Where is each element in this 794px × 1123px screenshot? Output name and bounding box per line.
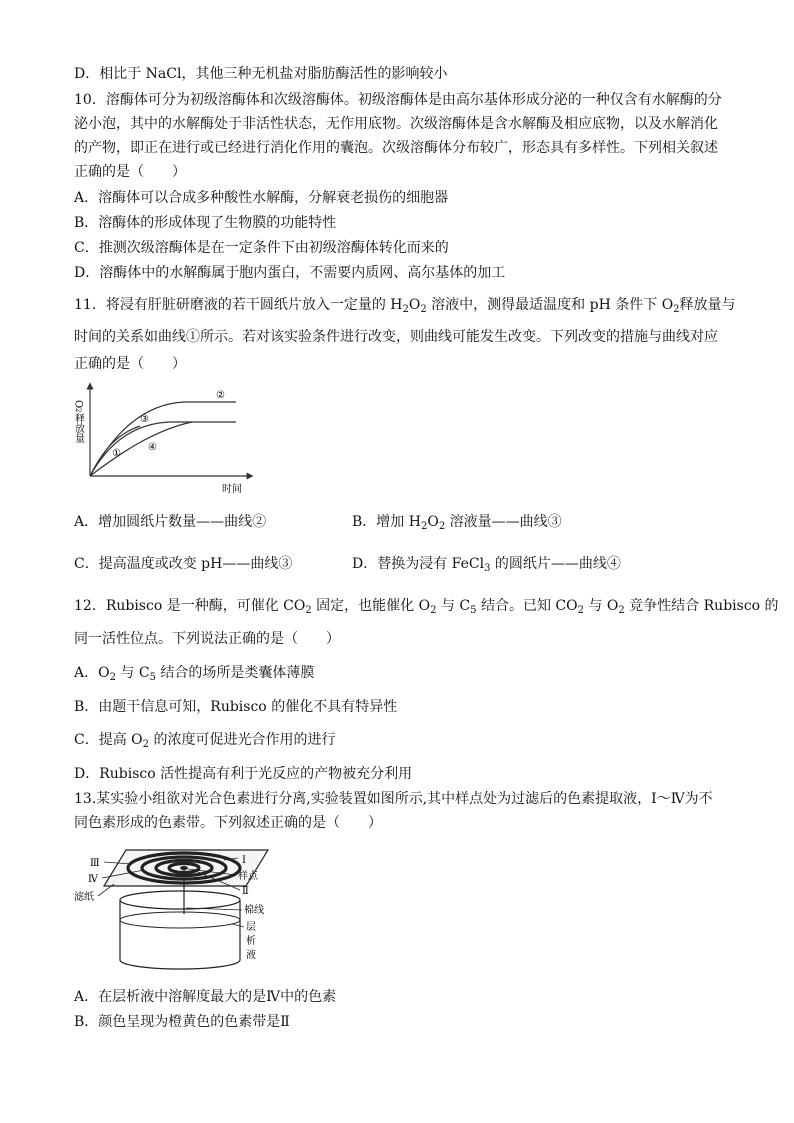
q13-option-b: B．颜色呈现为橙黄色的色素带是Ⅱ [74, 1014, 290, 1030]
label-liquid-3: 液 [246, 950, 256, 961]
liquid-surface [120, 912, 240, 928]
q12-stem-line1: 12．Rubisco 是一种酶，可催化 $CO_2$ 固定，也能催化 $O_2$ 与 $C_5$ 结合。已知 $CO_2$ 与 $O_2$ 竞争性结合 Rubisco 的 [74, 598, 779, 616]
q12-option-a: A．$O_2$ 与 $C_5$ 结合的场所是类囊体薄膜 [74, 665, 315, 683]
sample-point [180, 866, 188, 870]
q10-option-a: A．溶酶体可以合成多种酸性水解酶，分解衰老损伤的细胞器 [74, 190, 449, 206]
q12-option-c: C．提高 $O_2$ 的浓度可促进光合作用的进行 [74, 732, 336, 750]
q11-o2-release-graph [74, 382, 264, 500]
curve-1-label: ① [112, 448, 121, 459]
q12-option-d: D．Rubisco 活性提高有利于光反应的产物被充分利用 [74, 766, 413, 782]
q11-stem-line3: 正确的是（ ） [74, 356, 186, 372]
q9-option-d: D．相比于 NaCl，其他三种无机盐对脂肪酶活性的影响较小 [74, 66, 448, 82]
q10-stem-line1: 10．溶酶体可分为初级溶酶体和次级溶酶体。初级溶酶体是由高尔基体形成分泌的一种仅含有水解酶的分 [74, 92, 722, 108]
q10-stem-line2: 泌小泡，其中的水解酶处于非活性状态，无作用底物。次级溶酶体是含水解酶及相应底物，以及水解消化 [74, 116, 718, 132]
q13-chromatography-apparatus [74, 842, 294, 974]
curve-4-label: ④ [148, 442, 157, 453]
q11-option-a: A．增加圆纸片数量——曲线② [74, 514, 267, 530]
q10-option-d: D．溶酶体中的水解酶属于胞内蛋白，不需要内质网、高尔基体的加工 [74, 265, 506, 281]
curve-2 [90, 402, 236, 476]
label-filter-paper: 滤纸 [74, 892, 94, 903]
label-I: Ⅰ [242, 855, 246, 866]
curve-2-label: ② [216, 390, 225, 401]
q13-stem-line1: 13.某实验小组欲对光合色素进行分离,实验装置如图所示,其中样点处为过滤后的色素提取液，Ⅰ～Ⅳ为不 [74, 791, 713, 807]
label-III: Ⅲ [90, 858, 100, 869]
q12-option-b: B．由题干信息可知，Rubisco 的催化不具有特异性 [74, 699, 398, 715]
q10-stem-line3: 的产物，即正在进行或已经进行消化作用的囊泡。次级溶酶体分布较广，形态具有多样性。下列相关叙述 [74, 140, 718, 156]
q10-option-c: C．推测次级溶酶体是在一定条件下由初级溶酶体转化而来的 [74, 240, 449, 256]
beaker-bottom [120, 960, 240, 969]
q10-stem-line4: 正确的是（ ） [74, 164, 186, 180]
label-IV: Ⅳ [88, 874, 98, 885]
q11-option-d: D．替换为浸有 FeCl$_3$ 的圆纸片——曲线④ [352, 556, 621, 574]
q13-option-a: A．在层析液中溶解度最大的是Ⅳ中的色素 [74, 989, 337, 1005]
q10-option-b: B．溶酶体的形成体现了生物膜的功能特性 [74, 215, 337, 231]
label-cotton-thread: 棉线 [244, 905, 264, 916]
label-liquid-1: 层 [246, 922, 256, 933]
curve-4 [90, 422, 192, 476]
y-axis-label: O 2 释放量 [72, 400, 84, 443]
q12-stem-line2: 同一活性位点。下列说法正确的是（ ） [74, 631, 340, 647]
q11-option-b: B．增加 $H_2O_2$ 溶液量——曲线③ [352, 514, 562, 532]
q11-stem-line2: 时间的关系如曲线①所示。若对该实验条件进行改变，则曲线可能发生改变。下列改变的措施与曲线对应 [74, 329, 718, 345]
curve-3-label: ③ [140, 414, 149, 425]
label-sample-point: 样点 [238, 871, 258, 882]
q13-stem-line2: 同色素形成的色素带。下列叙述正确的是（ ） [74, 815, 382, 831]
label-II: Ⅱ [242, 886, 249, 897]
beaker-top [120, 891, 240, 909]
q11-option-c: C．提高温度或改变 pH——曲线③ [74, 556, 293, 572]
label-liquid-2: 析 [246, 936, 256, 947]
leader-liquid [232, 924, 244, 927]
x-axis-label: 时间 [222, 484, 242, 495]
q11-stem-line1: 11．将浸有肝脏研磨液的若干圆纸片放入一定量的 $H_2O_2$ 溶液中，测得最适温度和 pH 条件下 $O_2$释放量与 [74, 297, 736, 315]
